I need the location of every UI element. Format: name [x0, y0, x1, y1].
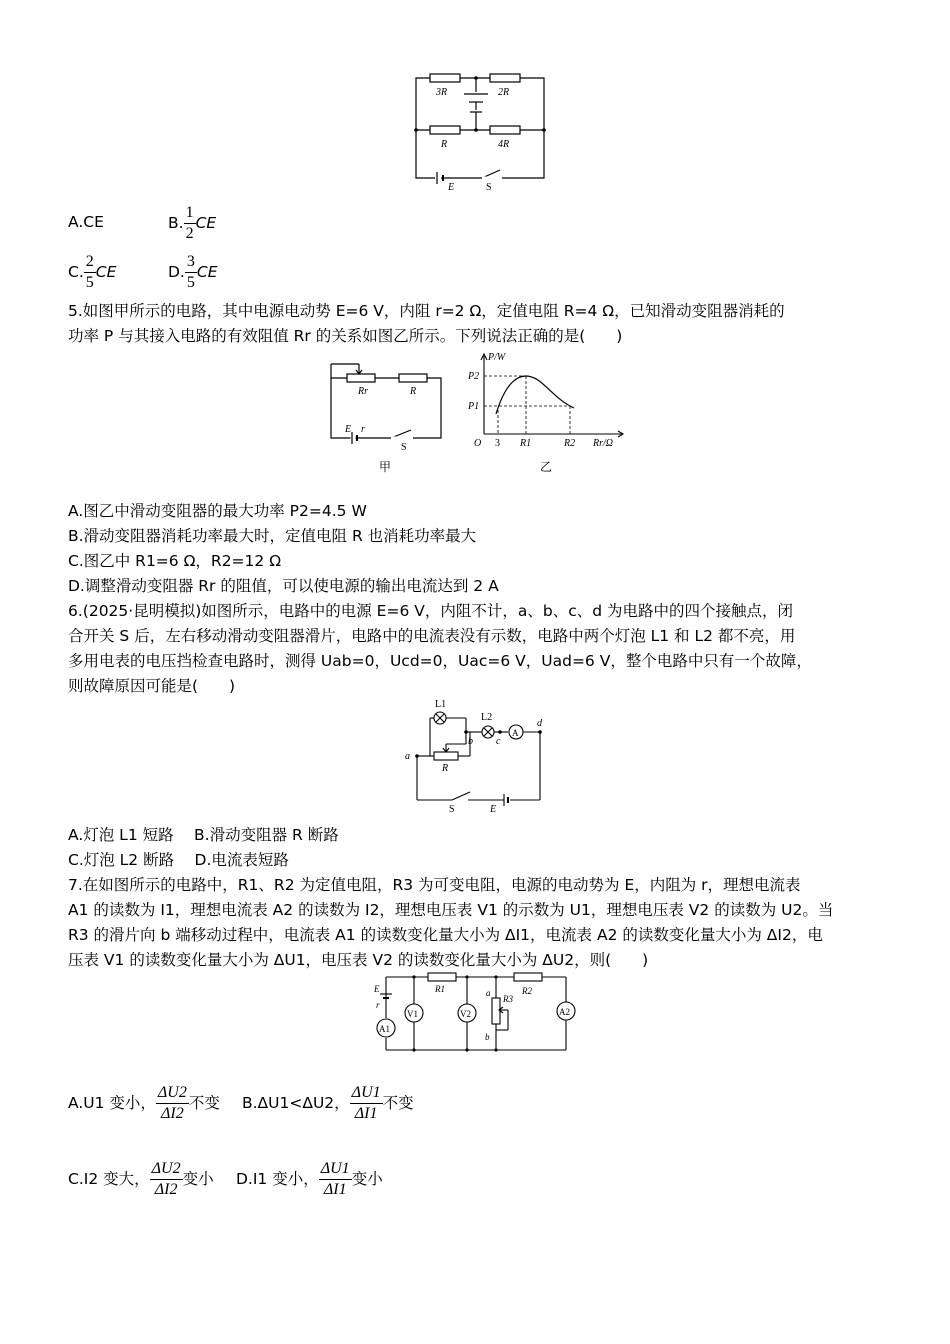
q6-label-l1: L1 — [435, 699, 447, 710]
q7-label-v1: V1 — [407, 1009, 418, 1019]
q6-stem-line4: 则故障原因可能是( ) — [68, 677, 236, 695]
q5-option-a: A.图乙中滑动变阻器的最大功率 P2=4.5 W — [68, 502, 367, 520]
q6-label-b: b — [468, 736, 473, 747]
q5-power-curve — [496, 376, 574, 414]
q5-yi-r2: R2 — [564, 438, 576, 449]
q6-stem-line3: 多用电表的电压挡检查电路时，测得 Uab=0，Ucd=0，Uac=6 V，Uad=6 V，整个电路中只有一个故障， — [68, 652, 812, 670]
q5-jia-label-e: E — [345, 424, 352, 435]
q7-circuit-figure — [372, 970, 577, 1056]
q5-yi-xlabel: Rr/Ω — [593, 438, 614, 449]
q6-label-s: S — [449, 804, 455, 814]
q7-label-r1: R1 — [435, 984, 445, 994]
q7-label-v2: V2 — [460, 1009, 471, 1019]
q4-label-e: E — [448, 182, 455, 193]
q5-jia-label-s: S — [401, 442, 407, 453]
q4-option-b: B. $\frac{1}{2}$ CE — [168, 204, 217, 242]
q5-stem-line1: 5.如图甲所示的电路，其中电源电动势 E=6 V，内阻 r=2 Ω，定值电阻 R=4 Ω，已知滑动变阻器消耗的 — [68, 302, 785, 320]
q7-label-b: b — [485, 1032, 490, 1042]
q4-option-a: A.CE — [68, 213, 104, 231]
q5-yi-caption: 乙 — [540, 460, 553, 474]
q7-label-a1: A1 — [379, 1024, 390, 1034]
q5-yi-r1: R1 — [520, 438, 532, 449]
q7-label-r2: R2 — [522, 986, 532, 996]
q6-stem-line2: 合开关 S 后，左右移动滑动变阻器滑片，电路中的电流表没有示数，电路中两个灯泡 L1 和 L2 都不亮，用 — [68, 627, 796, 645]
q5-yi-p1: P1 — [468, 401, 480, 412]
q7-label-a: a — [486, 988, 491, 998]
q5-stem-line2: 功率 P 与其接入电路的有效阻值 Rr 的关系如图乙所示。下列说法正确的是( ) — [68, 327, 623, 345]
q6-stem-line1: 6.(2025·昆明模拟)如图所示，电路中的电源 E=6 V，内阻不计，a、b、c、d 为电路中的四个接触点，闭 — [68, 602, 793, 620]
q7-label-a2: A2 — [559, 1007, 570, 1017]
q5-circuit-jia — [325, 358, 450, 478]
q7-stem-line2: A1 的读数为 I1，理想电流表 A2 的读数为 I2，理想电压表 V1 的示数为 U1，理想电压表 V2 的读数为 U2。当 — [68, 901, 834, 919]
q7-stem-line3: R3 的滑片向 b 端移动过程中，电流表 A1 的读数变化量大小为 ΔI1，电流表 A2 的读数变化量大小为 ΔI2，电 — [68, 926, 823, 944]
q7-option-c: C.I2 变大， $\frac{\Delta U2}{\Delta I2}$ 变小 — [68, 1160, 214, 1198]
q5-yi-ylabel: P/W — [488, 352, 506, 363]
q4-option-c: C. $\frac{2}{5}$ CE — [68, 253, 117, 291]
q6-ammeter-symbol: A — [512, 728, 519, 738]
q4-option-d: D. $\frac{3}{5}$ CE — [168, 253, 218, 291]
q7-label-e: E — [374, 984, 380, 994]
q7-stem-line4: 压表 V1 的读数变化量大小为 ΔU1，电压表 V2 的读数变化量大小为 ΔU2，则( ) — [68, 951, 649, 969]
q5-option-d: D.调整滑动变阻器 Rr 的阻值，可以使电源的输出电流达到 2 A — [68, 577, 499, 595]
q4-label-s: S — [486, 182, 492, 193]
q6-label-r: R — [442, 763, 449, 774]
q5-yi-x3: 3 — [495, 438, 500, 449]
q7-option-b: B.ΔU1<ΔU2， $\frac{\Delta U1}{\Delta I1}$ 不变 — [242, 1084, 414, 1122]
q5-jia-caption: 甲 — [379, 460, 392, 474]
q4-label-4r: 4R — [498, 139, 510, 150]
q6-label-l2: L2 — [481, 712, 493, 723]
q6-label-a: a — [405, 751, 410, 762]
q5-jia-label-r: R — [410, 386, 417, 397]
q7-option-a: A.U1 变小， $\frac{\Delta U2}{\Delta I2}$ 不变 — [68, 1084, 220, 1122]
q6-label-c: c — [496, 736, 501, 747]
q5-jia-label-small-r: r — [361, 424, 365, 435]
q6-circuit-figure — [402, 696, 552, 814]
q7-label-r3: R3 — [503, 994, 513, 1004]
q5-yi-p2: P2 — [468, 371, 480, 382]
q5-chart-yi — [462, 348, 637, 478]
q6-label-d: d — [537, 718, 542, 729]
q4-label-r: R — [441, 139, 448, 150]
q6-label-e: E — [490, 804, 497, 814]
q5-yi-origin: O — [474, 438, 482, 449]
q6-options-cd: C.灯泡 L2 断路 D.电流表短路 — [68, 851, 289, 869]
q7-option-d: D.I1 变小， $\frac{\Delta U1}{\Delta I1}$ 变小 — [236, 1160, 383, 1198]
q4-circuit-figure — [410, 72, 550, 197]
q4-label-3r: 3R — [436, 87, 448, 98]
q4-label-2r: 2R — [498, 87, 510, 98]
q5-option-c: C.图乙中 R1=6 Ω，R2=12 Ω — [68, 552, 282, 570]
q7-label-r: r — [376, 1000, 380, 1010]
q5-option-b: B.滑动变阻器消耗功率最大时，定值电阻 R 也消耗功率最大 — [68, 527, 477, 545]
q7-stem-line1: 7.在如图所示的电路中，R1、R2 为定值电阻，R3 为可变电阻，电源的电动势为 E，内阻为 r，理想电流表 — [68, 876, 801, 894]
q6-options-ab: A.灯泡 L1 短路 B.滑动变阻器 R 断路 — [68, 826, 339, 844]
q5-jia-label-rr: Rr — [358, 386, 368, 397]
